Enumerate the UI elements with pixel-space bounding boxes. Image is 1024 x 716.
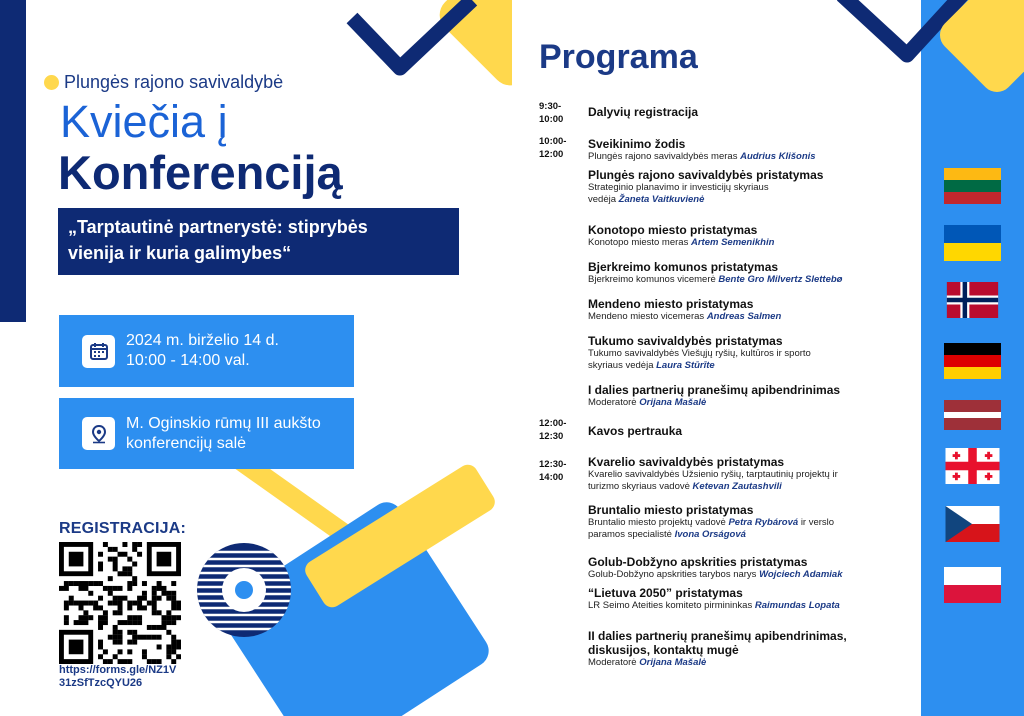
place-text — [126, 414, 321, 454]
theme-box — [58, 208, 459, 275]
registration-url[interactable] — [59, 664, 176, 690]
yellow-dot — [44, 75, 59, 90]
time-slot-4: 12:30- 14:00 — [539, 459, 567, 483]
program-item: Golub-Dobžyno apskrities pristatymas Golub-Dobžyno apskrities tarybos narys Wojciech Adamiak — [588, 555, 843, 580]
date-box — [59, 315, 354, 387]
program-item: Kvarelio savivaldybės pristatymas Kvarelio savivaldybės Užsienio ryšių, tarptautinių projektų ir turizmo skyriaus vadovė Ketevan Zautashvili — [588, 455, 838, 492]
location-pin-icon — [82, 417, 115, 450]
program-item: “Lietuva 2050” pristatymas LR Seimo Ateities komiteto pirmininkas Raimundas Lopata — [588, 586, 840, 611]
flag-czech-icon — [944, 506, 1001, 542]
program-item: Mendeno miesto pristatymas Mendeno miesto vicemeras Andreas Salmen — [588, 297, 782, 322]
organizer-row — [44, 72, 283, 93]
time-slot-3: 12:00- 12:30 — [539, 418, 567, 442]
registration-label: REGISTRACIJA: — [59, 520, 187, 537]
program-item: Bruntalio miesto pristatymas Bruntalio miesto projektų vadovė Petra Rybárová ir verslo paramos specialistė Ivona Orságová — [588, 503, 835, 540]
place-box — [59, 398, 354, 469]
url-line-1: https://forms.gle/NZ1V — [59, 664, 177, 676]
flag-lithuania-icon — [944, 168, 1001, 204]
time-line: 10:00 - 14:00 val. — [126, 352, 250, 369]
program-item: Plungės rajono savivaldybės pristatymas Strateginio planavimo ir investicijų skyriaus vedėja Žaneta Vaitkuvienė — [588, 168, 824, 205]
time-slot-1: 9:30- 10:00 — [539, 101, 564, 125]
program-item: II dalies partnerių pranešimų apibendrinimas, diskusijos, kontaktų mugė Moderatorė Orijana Mašalė — [588, 629, 847, 668]
program-item: Bjerkreimo komunos pristatymas Bjerkreimo komunos vicemerė Bente Gro Milvertz Slettebø — [588, 260, 843, 285]
program-item: Tukumo savivaldybės pristatymas Tukumo savivaldybės Viešųjų ryšių, kultūros ir sporto skyriaus vedėja Laura Stūrīte — [588, 334, 811, 371]
url-line-2: 31zSfTzcQYU26 — [59, 677, 143, 689]
flag-germany-icon — [944, 343, 1001, 379]
program-item: Konotopo miesto pristatymas Konotopo miesto meras Artem Semenikhin — [588, 223, 775, 248]
schedule — [512, 0, 912, 716]
program-item: I dalies partnerių pranešimų apibendrinimas Moderatorė Orijana Mašalė — [588, 383, 841, 408]
title-invites: Kviečia į — [60, 96, 228, 147]
registration-qr-code[interactable] — [59, 542, 181, 664]
flag-ukraine-icon — [944, 225, 1001, 261]
date-line: 2024 m. birželio 14 d. — [126, 332, 279, 349]
theme-line-1: „Tarptautinė partnerystė: stiprybės — [68, 217, 368, 237]
program-item: Sveikinimo žodis Plungės rajono savivaldybės meras Audrius Klišonis — [588, 137, 816, 162]
place-line-2: konferencijų salė — [126, 434, 247, 452]
flag-latvia-icon — [944, 397, 1001, 433]
program-title: Programa — [539, 38, 698, 76]
program-item: Dalyvių registracija — [588, 105, 699, 119]
program-panel — [512, 0, 1024, 716]
title-conference: Konferenciją — [58, 146, 343, 199]
theme-line-2: vienija ir kuria galimybes“ — [68, 243, 292, 263]
yellow-diamond-shape — [432, 0, 512, 93]
flag-norway-icon — [944, 282, 1001, 318]
program-item: Kavos pertrauka — [588, 424, 683, 438]
place-line-1: M. Oginskio rūmų III aukšto — [126, 414, 321, 432]
organizer-name: Plungės rajono savivaldybė — [64, 72, 284, 92]
date-text — [126, 331, 279, 371]
time-slot-2: 10:00- 12:00 — [539, 136, 567, 160]
flag-poland-icon — [944, 567, 1001, 603]
calendar-icon — [82, 335, 115, 368]
flag-georgia-icon — [944, 448, 1001, 484]
